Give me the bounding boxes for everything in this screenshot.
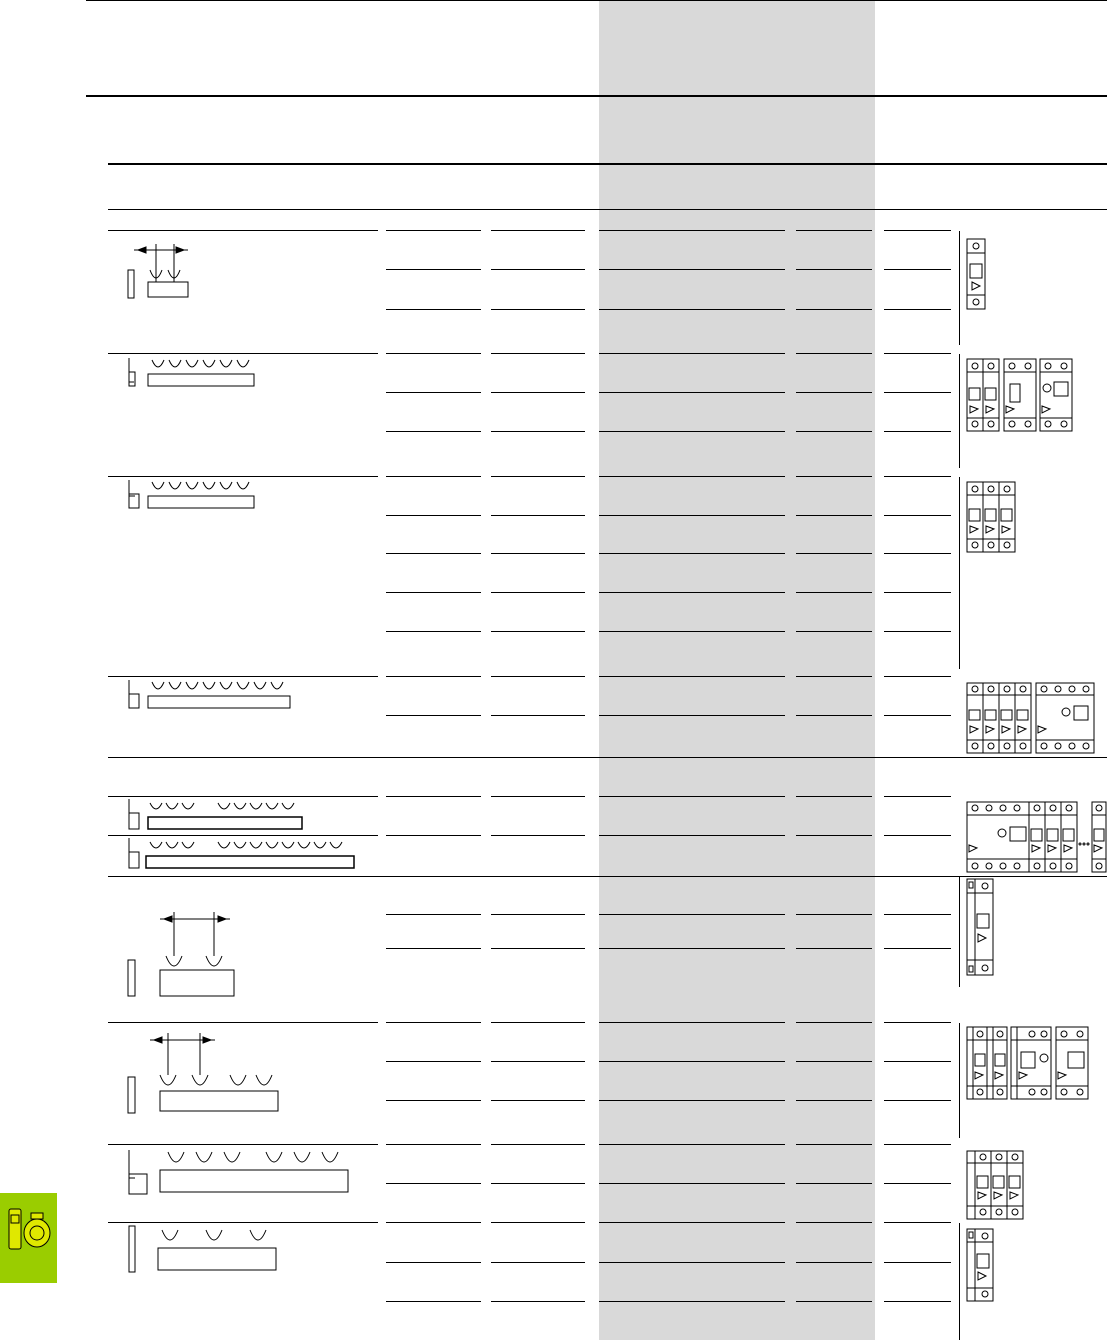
table-row-rule xyxy=(599,631,785,632)
group-separator xyxy=(108,476,378,477)
table-row-rule xyxy=(599,353,785,354)
table-row-rule xyxy=(796,876,872,877)
table-row-rule xyxy=(491,1183,585,1184)
table-row-rule xyxy=(491,553,585,554)
device-column-divider xyxy=(959,231,960,345)
table-row-rule xyxy=(884,592,951,593)
group-separator xyxy=(108,835,378,836)
table-row-rule xyxy=(599,476,785,477)
table-row-rule xyxy=(491,309,585,310)
table-row-rule xyxy=(491,269,585,270)
table-row-rule xyxy=(796,1022,872,1023)
table-row-rule xyxy=(491,1061,585,1062)
busbar-3-plus-3-pin-wide-diagram xyxy=(126,1148,356,1196)
table-row-rule xyxy=(884,631,951,632)
table-row-rule xyxy=(884,309,951,310)
table-row-rule xyxy=(386,515,481,516)
section-rule-1 xyxy=(108,163,1107,165)
table-row-rule xyxy=(796,1301,872,1302)
table-row-rule xyxy=(386,1262,481,1263)
table-row-rule xyxy=(796,631,872,632)
table-row-rule xyxy=(796,835,872,836)
table-row-rule xyxy=(386,431,481,432)
table-row-rule xyxy=(599,948,785,949)
table-row-rule xyxy=(386,392,481,393)
table-row-rule xyxy=(599,1262,785,1263)
table-row-rule xyxy=(491,676,585,677)
table-row-rule xyxy=(796,476,872,477)
table-row-rule xyxy=(884,1183,951,1184)
table-row-rule xyxy=(884,796,951,797)
device-column-divider xyxy=(959,354,960,468)
table-row-rule xyxy=(386,631,481,632)
device-column-divider xyxy=(959,477,960,669)
table-row-rule xyxy=(884,715,951,716)
device-4-pole-mcb-plus-rcd-diagram xyxy=(966,682,1096,754)
table-row-rule xyxy=(491,914,585,915)
busbar-3-plus-5-pin-diagram xyxy=(126,799,316,833)
table-row-rule xyxy=(491,631,585,632)
table-row-rule xyxy=(884,476,951,477)
table-row-rule xyxy=(884,1061,951,1062)
table-row-rule xyxy=(491,796,585,797)
table-row-rule xyxy=(491,1022,585,1023)
table-row-rule xyxy=(599,1022,785,1023)
busbar-6-pin-3phase-diagram xyxy=(126,480,266,512)
device-3p-n-mcb-diagram xyxy=(966,1150,1026,1222)
table-row-rule xyxy=(386,476,481,477)
table-row-rule xyxy=(386,353,481,354)
table-row-rule xyxy=(884,1262,951,1263)
table-row-rule xyxy=(796,914,872,915)
table-row-rule xyxy=(491,1100,585,1101)
group-separator xyxy=(108,676,378,677)
group-separator xyxy=(108,1022,378,1023)
group-separator xyxy=(108,1144,378,1145)
table-row-rule xyxy=(796,230,872,231)
table-row-rule xyxy=(796,1183,872,1184)
device-3-pole-mcb-diagram xyxy=(966,481,1018,555)
table-row-rule xyxy=(491,1222,585,1223)
table-row-rule xyxy=(491,592,585,593)
busbar-3-plus-9-pin-diagram xyxy=(126,838,366,872)
table-row-rule xyxy=(796,715,872,716)
table-row-rule xyxy=(491,1262,585,1263)
table-row-rule xyxy=(884,1222,951,1223)
table-row-rule xyxy=(491,835,585,836)
table-row-rule xyxy=(599,1183,785,1184)
busbar-2-plus-2-pin-wide-diagram xyxy=(120,1031,290,1115)
table-row-rule xyxy=(884,553,951,554)
table-row-rule xyxy=(386,876,481,877)
group-separator xyxy=(108,230,378,231)
table-row-rule xyxy=(599,676,785,677)
table-row-rule xyxy=(884,1144,951,1145)
table-row-rule xyxy=(599,269,785,270)
busbar-2-pin-pitch-diagram xyxy=(120,238,220,308)
table-row-rule xyxy=(884,876,951,877)
table-row-rule xyxy=(386,1183,481,1184)
table-row-rule xyxy=(884,431,951,432)
table-row-rule xyxy=(599,1301,785,1302)
table-row-rule xyxy=(884,835,951,836)
table-row-rule xyxy=(386,1144,481,1145)
table-row-rule xyxy=(491,715,585,716)
table-row-rule xyxy=(386,1100,481,1101)
table-row-rule xyxy=(491,392,585,393)
table-row-rule xyxy=(599,1144,785,1145)
table-row-rule xyxy=(491,353,585,354)
table-row-rule xyxy=(796,1144,872,1145)
table-row-rule xyxy=(599,553,785,554)
table-row-rule xyxy=(796,1100,872,1101)
header-top-rule xyxy=(86,0,1107,1)
table-row-rule xyxy=(884,1100,951,1101)
table-row-rule xyxy=(386,914,481,915)
busbar-6-pin-diagram xyxy=(126,358,266,390)
table-row-rule xyxy=(599,914,785,915)
table-row-rule xyxy=(796,592,872,593)
table-row-rule xyxy=(796,431,872,432)
table-row-rule xyxy=(599,515,785,516)
device-1p-n-mcb-diagram xyxy=(966,878,996,978)
table-row-rule xyxy=(491,515,585,516)
table-row-rule xyxy=(796,353,872,354)
group-separator xyxy=(108,353,378,354)
shaded-column xyxy=(599,0,875,1340)
table-row-rule xyxy=(884,1022,951,1023)
section-separator xyxy=(108,757,1107,758)
table-row-rule xyxy=(491,476,585,477)
group-separator xyxy=(108,1222,378,1223)
table-row-rule xyxy=(884,230,951,231)
table-row-rule xyxy=(386,1061,481,1062)
device-1p-n-mcb-diagram-2 xyxy=(966,1228,996,1304)
table-row-rule xyxy=(599,431,785,432)
category-side-tab xyxy=(0,1193,57,1283)
circuit-breaker-and-plug-icon xyxy=(5,1205,53,1255)
section-rule-2 xyxy=(108,209,1107,210)
table-row-rule xyxy=(796,1061,872,1062)
table-row-rule xyxy=(796,676,872,677)
table-row-rule xyxy=(796,948,872,949)
table-row-rule xyxy=(599,1061,785,1062)
table-row-rule xyxy=(884,353,951,354)
table-row-rule xyxy=(599,1222,785,1223)
table-row-rule xyxy=(386,715,481,716)
device-single-mcb-diagram xyxy=(966,238,986,310)
table-row-rule xyxy=(491,876,585,877)
device-mcb-pair-plus-rcd-diagram xyxy=(966,358,1076,434)
table-row-rule xyxy=(796,553,872,554)
table-row-rule xyxy=(884,269,951,270)
table-row-rule xyxy=(796,796,872,797)
table-row-rule xyxy=(884,1301,951,1302)
table-row-rule xyxy=(796,269,872,270)
group-separator xyxy=(108,796,378,797)
table-row-rule xyxy=(599,309,785,310)
device-column-divider xyxy=(959,1023,960,1138)
table-row-rule xyxy=(599,835,785,836)
table-row-rule xyxy=(491,1301,585,1302)
table-row-rule xyxy=(884,515,951,516)
table-row-rule xyxy=(386,592,481,593)
table-row-rule xyxy=(599,876,785,877)
table-row-rule xyxy=(884,948,951,949)
table-row-rule xyxy=(386,676,481,677)
table-row-rule xyxy=(796,1222,872,1223)
table-row-rule xyxy=(491,431,585,432)
table-row-rule xyxy=(386,835,481,836)
table-row-rule xyxy=(386,309,481,310)
table-row-rule xyxy=(884,914,951,915)
table-row-rule xyxy=(884,392,951,393)
table-row-rule xyxy=(386,269,481,270)
table-row-rule xyxy=(386,553,481,554)
table-row-rule xyxy=(386,230,481,231)
device-1p-n-mcb-pair-plus-rcd-diagram xyxy=(966,1026,1090,1102)
busbar-3-pin-wide-diagram xyxy=(126,1226,296,1276)
table-row-rule xyxy=(599,796,785,797)
table-row-rule xyxy=(796,515,872,516)
table-row-rule xyxy=(386,796,481,797)
device-column-divider xyxy=(959,877,960,987)
table-row-rule xyxy=(386,1301,481,1302)
table-row-rule xyxy=(599,715,785,716)
table-row-rule xyxy=(796,1262,872,1263)
table-row-rule xyxy=(491,948,585,949)
table-row-rule xyxy=(491,230,585,231)
busbar-2-pin-wide-pitch-diagram xyxy=(120,908,240,998)
busbar-8-pin-diagram xyxy=(126,680,306,712)
table-row-rule xyxy=(491,1144,585,1145)
device-rcd-with-mcbs-diagram xyxy=(966,801,1106,875)
table-row-rule xyxy=(599,592,785,593)
table-row-rule xyxy=(796,309,872,310)
header-rule xyxy=(86,95,1107,97)
table-row-rule xyxy=(386,1022,481,1023)
device-column-divider xyxy=(959,1223,960,1340)
table-row-rule xyxy=(599,392,785,393)
table-row-rule xyxy=(599,230,785,231)
table-row-rule xyxy=(884,676,951,677)
table-row-rule xyxy=(599,1100,785,1101)
table-row-rule xyxy=(386,948,481,949)
table-row-rule xyxy=(796,392,872,393)
table-row-rule xyxy=(386,1222,481,1223)
